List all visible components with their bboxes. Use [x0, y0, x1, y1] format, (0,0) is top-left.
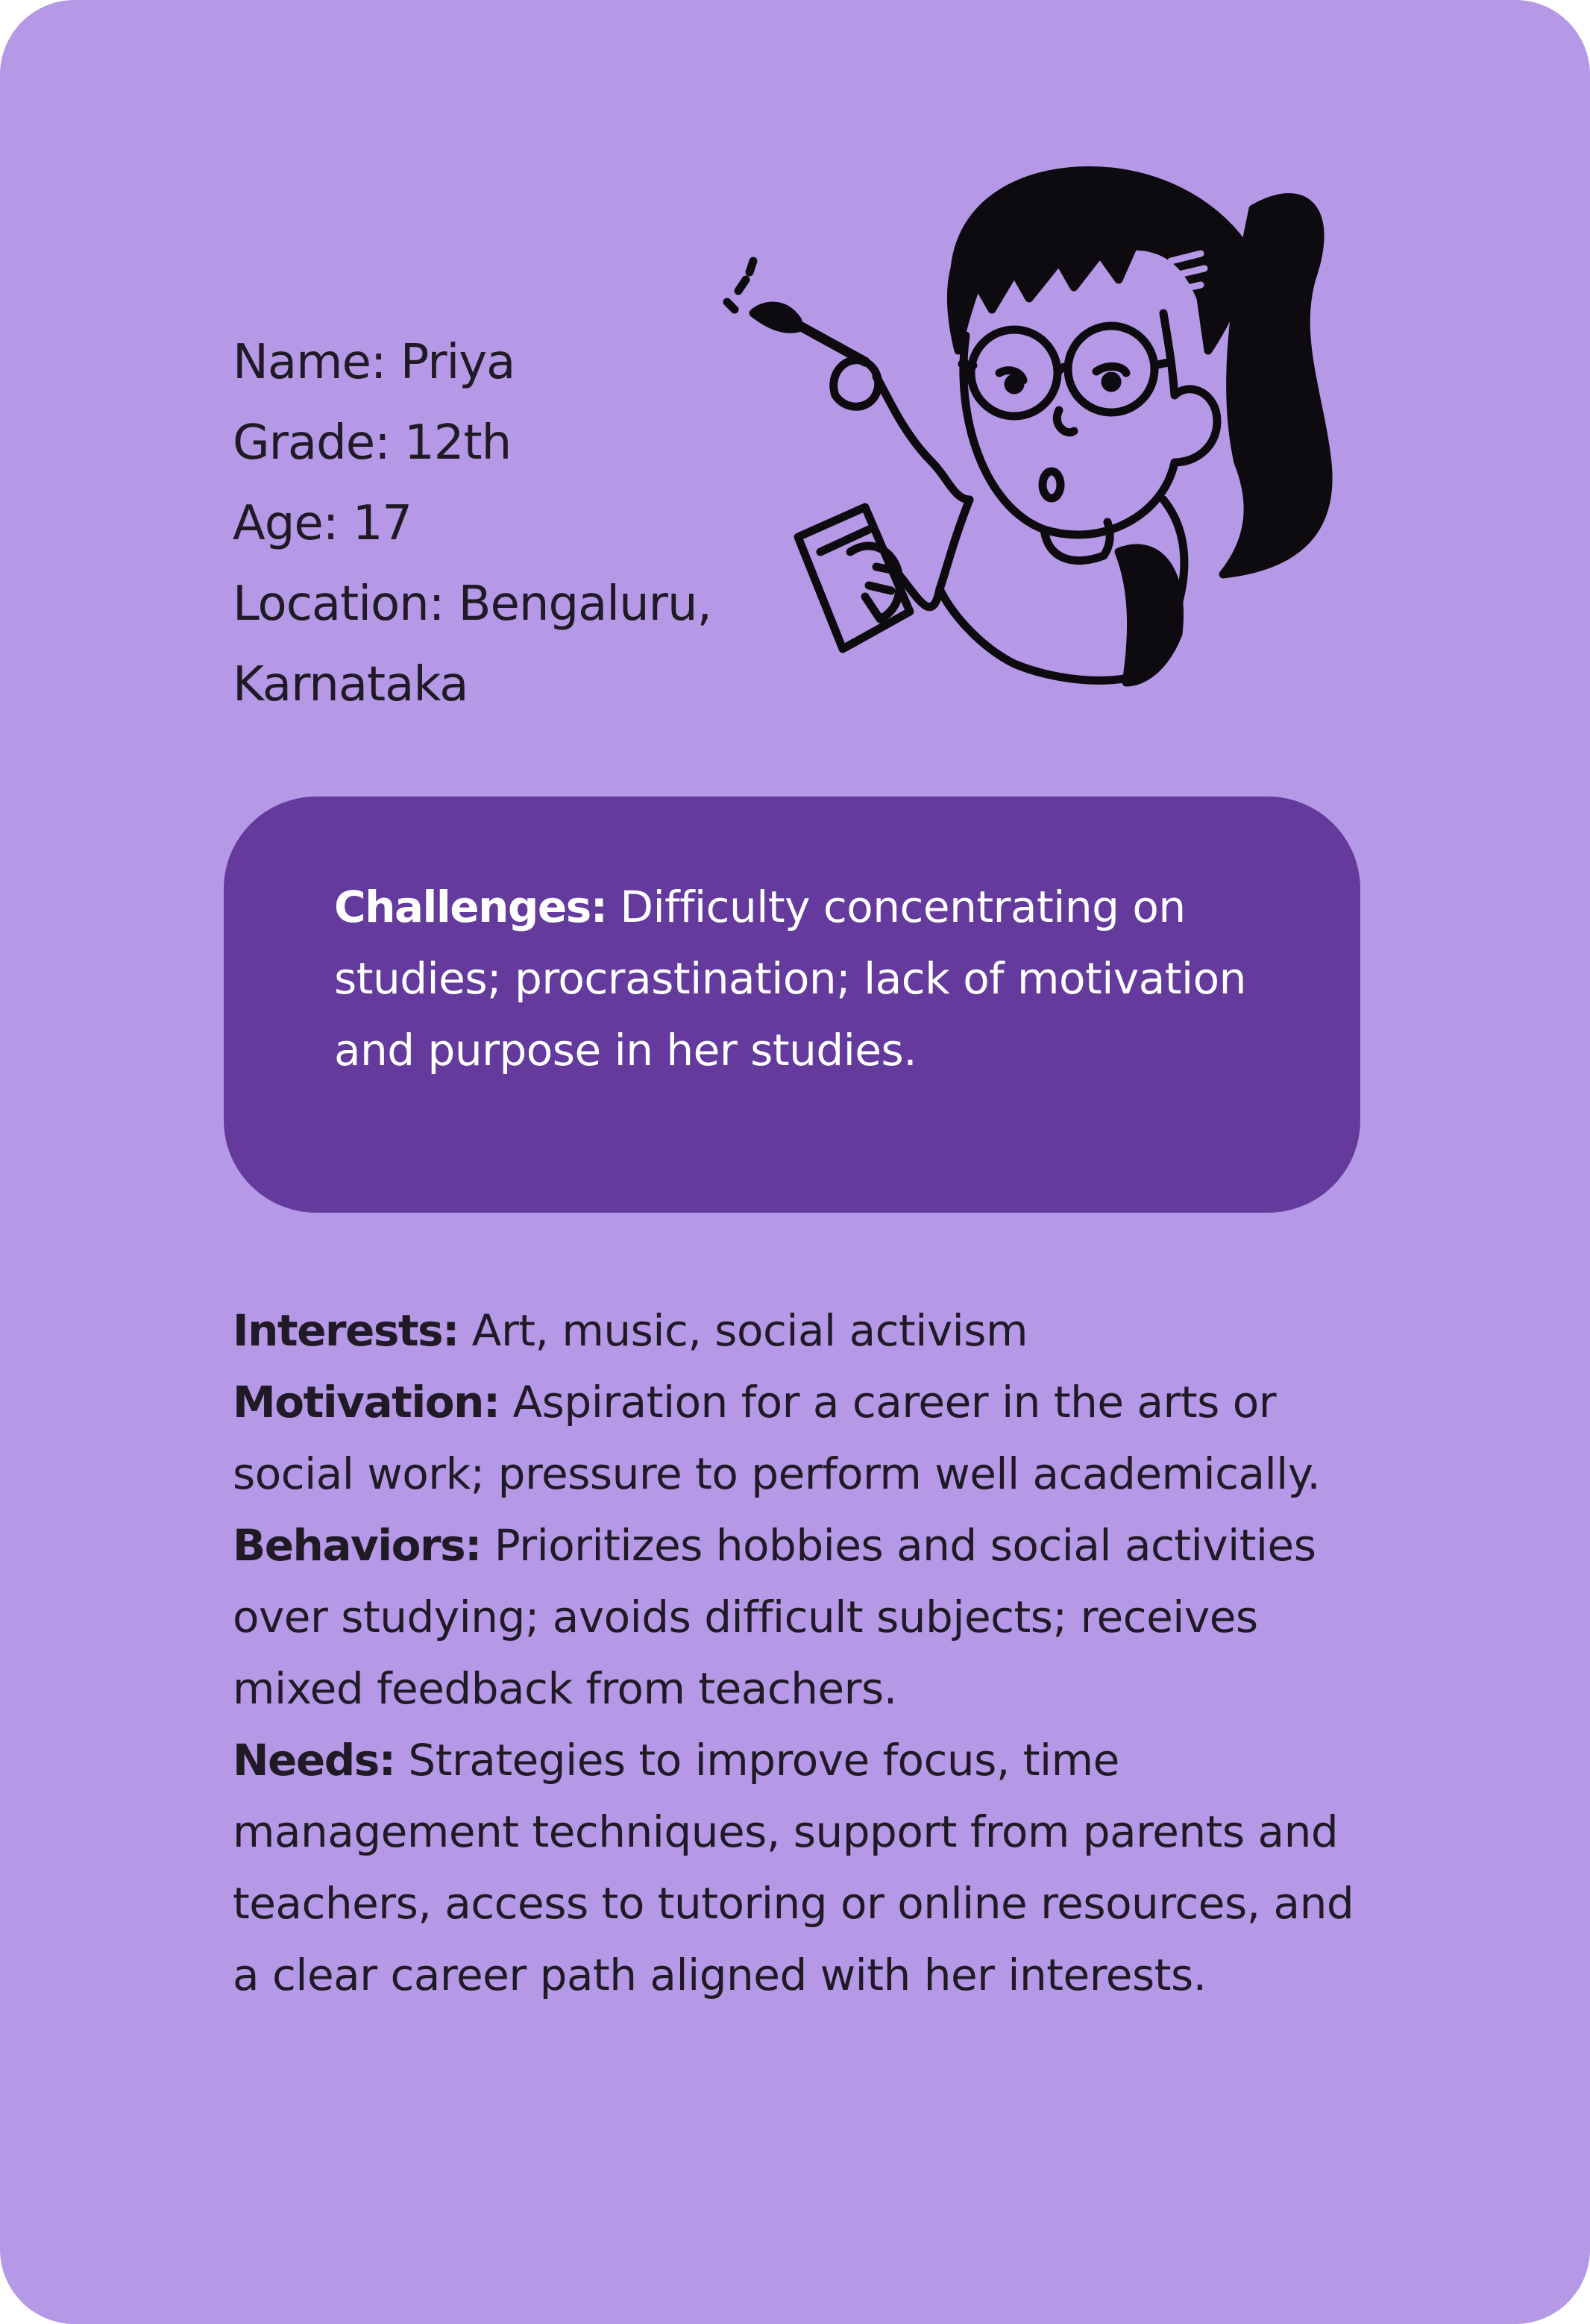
behaviors-label: Behaviors: — [233, 1520, 481, 1571]
nose-shape — [1057, 410, 1074, 433]
profile-grade: Grade: 12th — [233, 415, 512, 471]
behaviors-text: Prioritizes hobbies and social activities over studying; avoids difficult subjects; receives mixed feedback from teachers. — [233, 1520, 1316, 1714]
right-pupil-shape — [1105, 376, 1117, 388]
raised-arm-shape — [940, 500, 970, 589]
needs-text: Strategies to improve focus, time management techniques, support from parents and teachers, access to tutoring or online resources, and a clear career path aligned with her interests. — [233, 1735, 1354, 2000]
challenges-description: Difficulty concentrating on studies; procrastination; lack of motivation and purpose in her studies. — [334, 882, 1246, 1075]
left-pupil-shape — [1008, 378, 1020, 390]
paintbrush-tip-shape — [753, 306, 798, 329]
face-outline-shape — [964, 313, 1217, 535]
profile-location: Location: Bengaluru, — [233, 577, 711, 632]
needs-label: Needs: — [233, 1735, 395, 1786]
challenges-panel — [224, 797, 1360, 1213]
interests-label: Interests: — [233, 1305, 459, 1356]
interests-paragraph — [233, 1295, 1374, 1366]
profile-age: Age: 17 — [233, 496, 412, 551]
profile-info — [233, 322, 770, 725]
motivation-text: Aspiration for a career in the arts or social work; pressure to perform well academically. — [233, 1377, 1321, 1499]
phone-shape — [798, 507, 910, 649]
motivation-paragraph — [233, 1366, 1374, 1510]
persona-details — [233, 1295, 1374, 2011]
interests-text: Art, music, social activism — [458, 1305, 1028, 1356]
glasses-bridge-shape — [1058, 367, 1068, 373]
behaviors-paragraph — [233, 1510, 1374, 1724]
challenges-label: Challenges: — [334, 882, 607, 932]
girl-illustration-icon — [716, 149, 1342, 716]
paint-splash-shape — [727, 261, 753, 310]
mouth-shape — [1043, 471, 1060, 498]
brush-arm-shape — [876, 377, 970, 500]
needs-paragraph — [233, 1724, 1374, 2011]
hand-phone-shape — [850, 546, 899, 619]
profile-name: Name: Priya — [233, 335, 515, 390]
shirt-shade-shape — [1119, 548, 1180, 682]
neck-shape — [1044, 522, 1110, 561]
profile-location-continued: Karnataka — [233, 657, 468, 712]
motivation-label: Motivation: — [233, 1377, 500, 1428]
challenges-text — [334, 871, 1274, 1086]
hand-brush-shape — [834, 360, 879, 406]
